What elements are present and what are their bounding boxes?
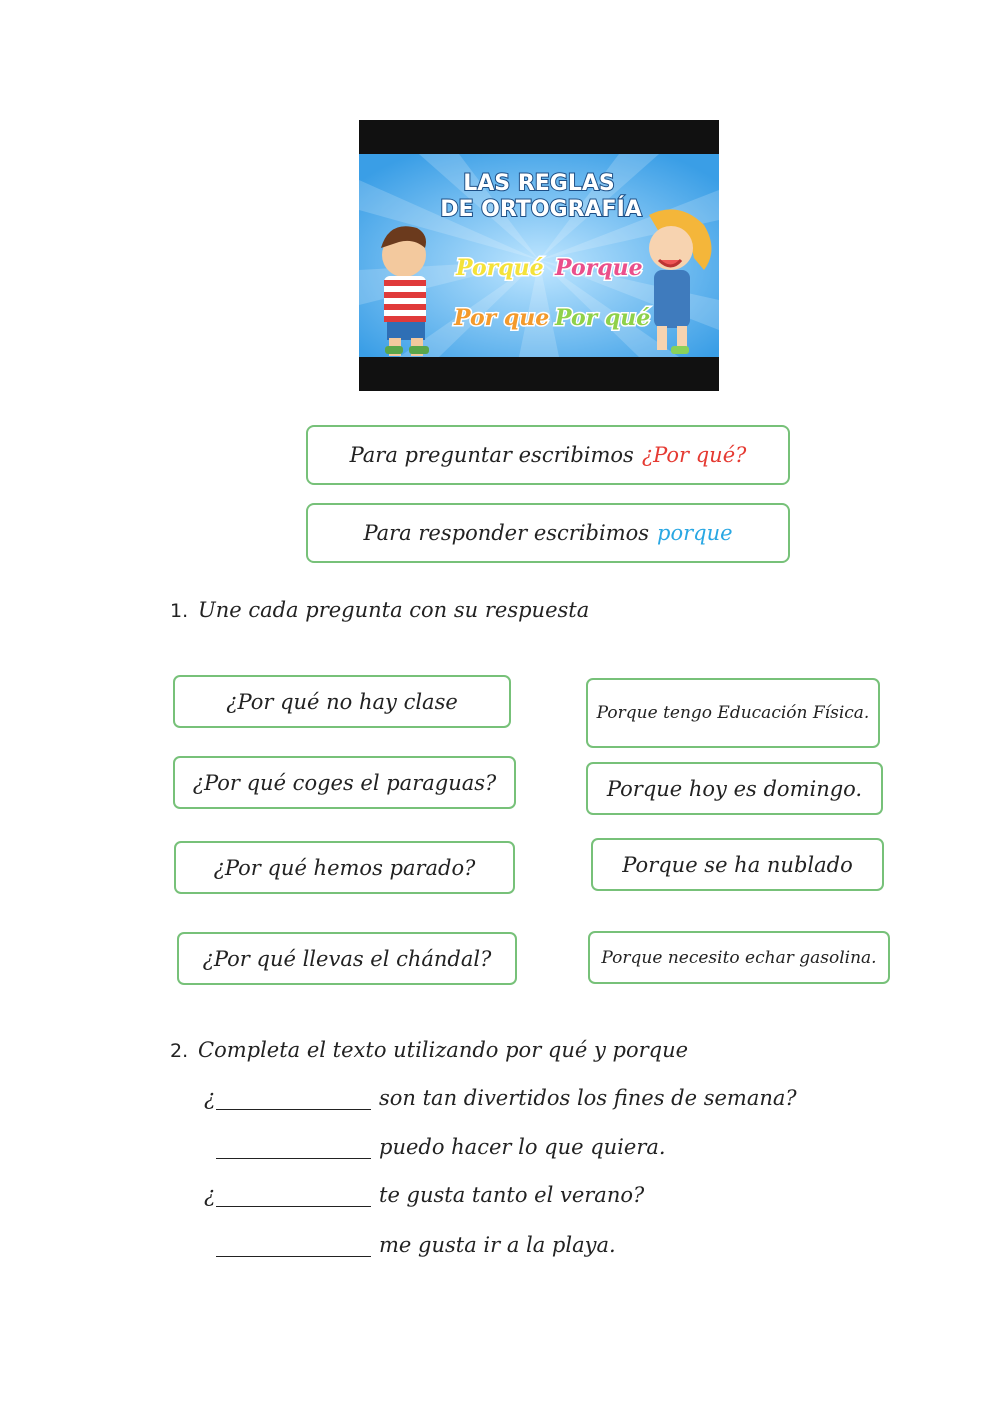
- fill-text: son tan divertidos los fines de semana?: [379, 1086, 797, 1110]
- banner-illustration: [359, 120, 719, 391]
- fill-blank-input[interactable]: [216, 1091, 371, 1110]
- answer-box-4[interactable]: [588, 931, 890, 984]
- banner-word-2: Porque: [555, 255, 643, 281]
- answer-text: Porque necesito echar gasolina.: [601, 947, 877, 968]
- banner-title-line1: LAS REGLAS: [463, 171, 615, 196]
- fill-prefix: ¿: [204, 1086, 216, 1110]
- video-thumbnail[interactable]: [359, 120, 719, 391]
- question-text: ¿Por qué no hay clase: [226, 689, 458, 714]
- answer-box-2[interactable]: [586, 762, 883, 815]
- section1-number: 1.: [170, 600, 189, 622]
- fill-blank-input[interactable]: [216, 1188, 371, 1207]
- rule-answer-text: Para responder escribimos: [363, 521, 650, 545]
- fill-line-2: [204, 1135, 666, 1159]
- section2-heading: [170, 1038, 688, 1062]
- fill-line-3: [204, 1183, 644, 1207]
- question-text: ¿Por qué llevas el chándal?: [202, 946, 492, 971]
- fill-blank-input[interactable]: [216, 1140, 371, 1159]
- question-box-3[interactable]: [174, 841, 515, 894]
- banner-word-1: Porqué: [456, 255, 544, 281]
- question-box-1[interactable]: [173, 675, 511, 728]
- rule-ask-highlight: ¿Por qué?: [641, 443, 747, 467]
- section2-number: 2.: [170, 1040, 189, 1062]
- fill-text: me gusta ir a la playa.: [379, 1233, 616, 1257]
- question-text: ¿Por qué coges el paraguas?: [192, 770, 497, 795]
- banner-word-3: Por que: [454, 305, 550, 331]
- section1-heading: [170, 598, 589, 622]
- rule-box-ask: [306, 425, 790, 485]
- banner-word-4: Por qué: [555, 305, 651, 331]
- answer-box-3[interactable]: [591, 838, 884, 891]
- fill-text: puedo hacer lo que quiera.: [379, 1135, 666, 1159]
- fill-text: te gusta tanto el verano?: [379, 1183, 645, 1207]
- rule-box-answer: [306, 503, 790, 563]
- rule-answer-highlight: porque: [657, 521, 733, 545]
- answer-box-1[interactable]: [586, 678, 880, 748]
- question-box-2[interactable]: [173, 756, 516, 809]
- fill-blank-input[interactable]: [216, 1238, 371, 1257]
- question-text: ¿Por qué hemos parado?: [213, 855, 476, 880]
- fill-line-4: [204, 1233, 616, 1257]
- question-box-4[interactable]: [177, 932, 517, 985]
- section1-title: Une cada pregunta con su respuesta: [198, 598, 590, 622]
- banner-title-line2: DE ORTOGRAFÍA: [440, 197, 642, 222]
- answer-text: Porque se ha nublado: [622, 852, 853, 877]
- answer-text: Porque tengo Educación Física.: [596, 703, 870, 723]
- fill-line-1: [204, 1086, 797, 1110]
- rule-ask-text: Para preguntar escribimos: [349, 443, 634, 467]
- boy-illustration: [381, 226, 429, 356]
- section2-title: Completa el texto utilizando por qué y porque: [198, 1038, 689, 1062]
- fill-prefix: ¿: [204, 1183, 216, 1207]
- answer-text: Porque hoy es domingo.: [606, 776, 863, 801]
